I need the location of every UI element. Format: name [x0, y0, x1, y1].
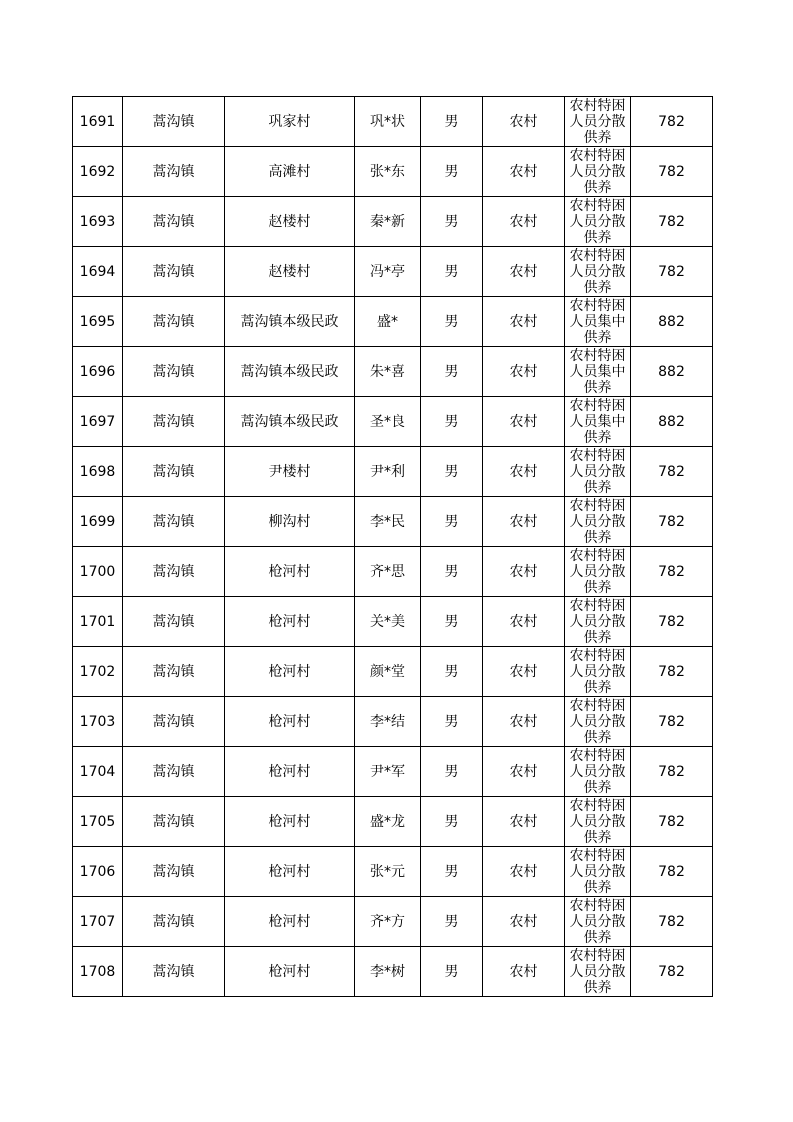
support-type-cell	[565, 647, 631, 697]
support-type-text: 农村特困人员分散供养	[569, 698, 626, 744]
row-number-cell: 1695	[73, 297, 123, 347]
amount-cell: 782	[631, 547, 713, 597]
row-number-cell: 1703	[73, 697, 123, 747]
village-cell: 蒿沟镇本级民政	[225, 397, 355, 447]
town-cell: 蒿沟镇	[123, 497, 225, 547]
person-name-cell: 冯*亭	[355, 247, 421, 297]
roster-table	[72, 96, 713, 997]
village-cell: 枪河村	[225, 847, 355, 897]
table-row	[73, 147, 713, 197]
person-name-cell: 巩*状	[355, 97, 421, 147]
person-name-cell: 齐*思	[355, 547, 421, 597]
gender-cell: 男	[421, 947, 483, 997]
amount-cell: 782	[631, 847, 713, 897]
support-type-text: 农村特困人员分散供养	[569, 98, 626, 144]
gender-cell: 男	[421, 797, 483, 847]
amount-cell: 782	[631, 747, 713, 797]
support-type-text: 农村特困人员分散供养	[569, 648, 626, 694]
amount-cell: 782	[631, 247, 713, 297]
village-cell: 巩家村	[225, 97, 355, 147]
area-type-cell: 农村	[483, 347, 565, 397]
area-type-cell: 农村	[483, 797, 565, 847]
village-cell: 枪河村	[225, 547, 355, 597]
row-number-cell: 1700	[73, 547, 123, 597]
gender-cell: 男	[421, 347, 483, 397]
row-number-cell: 1693	[73, 197, 123, 247]
person-name-cell: 尹*利	[355, 447, 421, 497]
amount-cell: 882	[631, 297, 713, 347]
support-type-cell	[565, 247, 631, 297]
town-cell: 蒿沟镇	[123, 447, 225, 497]
gender-cell: 男	[421, 847, 483, 897]
support-type-cell	[565, 297, 631, 347]
village-cell: 尹楼村	[225, 447, 355, 497]
town-cell: 蒿沟镇	[123, 747, 225, 797]
amount-cell: 782	[631, 947, 713, 997]
person-name-cell: 盛*	[355, 297, 421, 347]
row-number-cell: 1704	[73, 747, 123, 797]
row-number-cell: 1708	[73, 947, 123, 997]
amount-cell: 782	[631, 647, 713, 697]
gender-cell: 男	[421, 297, 483, 347]
area-type-cell: 农村	[483, 97, 565, 147]
person-name-cell: 齐*方	[355, 897, 421, 947]
support-type-cell	[565, 547, 631, 597]
support-type-text: 农村特困人员分散供养	[569, 248, 626, 294]
support-type-cell	[565, 847, 631, 897]
row-number-cell: 1699	[73, 497, 123, 547]
town-cell: 蒿沟镇	[123, 347, 225, 397]
gender-cell: 男	[421, 197, 483, 247]
support-type-cell	[565, 97, 631, 147]
support-type-cell	[565, 897, 631, 947]
support-type-text: 农村特困人员分散供养	[569, 898, 626, 944]
area-type-cell: 农村	[483, 197, 565, 247]
village-cell: 枪河村	[225, 947, 355, 997]
amount-cell: 882	[631, 397, 713, 447]
support-type-text: 农村特困人员分散供养	[569, 548, 626, 594]
table-row	[73, 447, 713, 497]
row-number-cell: 1706	[73, 847, 123, 897]
town-cell: 蒿沟镇	[123, 297, 225, 347]
table-row	[73, 547, 713, 597]
row-number-cell: 1701	[73, 597, 123, 647]
town-cell: 蒿沟镇	[123, 597, 225, 647]
amount-cell: 782	[631, 597, 713, 647]
village-cell: 蒿沟镇本级民政	[225, 347, 355, 397]
support-type-text: 农村特困人员集中供养	[569, 348, 626, 394]
area-type-cell: 农村	[483, 297, 565, 347]
amount-cell: 782	[631, 797, 713, 847]
table-row	[73, 497, 713, 547]
town-cell: 蒿沟镇	[123, 397, 225, 447]
support-type-cell	[565, 947, 631, 997]
village-cell: 枪河村	[225, 747, 355, 797]
town-cell: 蒿沟镇	[123, 847, 225, 897]
area-type-cell: 农村	[483, 497, 565, 547]
row-number-cell: 1691	[73, 97, 123, 147]
support-type-cell	[565, 397, 631, 447]
person-name-cell: 李*民	[355, 497, 421, 547]
amount-cell: 782	[631, 197, 713, 247]
table-row	[73, 597, 713, 647]
support-type-cell	[565, 697, 631, 747]
support-type-text: 农村特困人员分散供养	[569, 948, 626, 994]
person-name-cell: 盛*龙	[355, 797, 421, 847]
town-cell: 蒿沟镇	[123, 897, 225, 947]
gender-cell: 男	[421, 647, 483, 697]
person-name-cell: 张*东	[355, 147, 421, 197]
area-type-cell: 农村	[483, 897, 565, 947]
row-number-cell: 1705	[73, 797, 123, 847]
village-cell: 枪河村	[225, 647, 355, 697]
roster-body	[73, 97, 713, 997]
amount-cell: 782	[631, 497, 713, 547]
area-type-cell: 农村	[483, 147, 565, 197]
area-type-cell: 农村	[483, 397, 565, 447]
support-type-text: 农村特困人员分散供养	[569, 498, 626, 544]
table-row	[73, 647, 713, 697]
table-row	[73, 97, 713, 147]
town-cell: 蒿沟镇	[123, 97, 225, 147]
support-type-text: 农村特困人员分散供养	[569, 198, 626, 244]
gender-cell: 男	[421, 447, 483, 497]
village-cell: 枪河村	[225, 797, 355, 847]
village-cell: 柳沟村	[225, 497, 355, 547]
town-cell: 蒿沟镇	[123, 947, 225, 997]
row-number-cell: 1696	[73, 347, 123, 397]
town-cell: 蒿沟镇	[123, 797, 225, 847]
table-row	[73, 297, 713, 347]
person-name-cell: 张*元	[355, 847, 421, 897]
person-name-cell: 尹*军	[355, 747, 421, 797]
area-type-cell: 农村	[483, 647, 565, 697]
gender-cell: 男	[421, 397, 483, 447]
amount-cell: 782	[631, 897, 713, 947]
gender-cell: 男	[421, 747, 483, 797]
table-row	[73, 847, 713, 897]
row-number-cell: 1697	[73, 397, 123, 447]
amount-cell: 782	[631, 147, 713, 197]
village-cell: 枪河村	[225, 897, 355, 947]
gender-cell: 男	[421, 97, 483, 147]
person-name-cell: 关*美	[355, 597, 421, 647]
area-type-cell: 农村	[483, 747, 565, 797]
table-row	[73, 797, 713, 847]
area-type-cell: 农村	[483, 447, 565, 497]
area-type-cell: 农村	[483, 847, 565, 897]
support-type-cell	[565, 747, 631, 797]
support-type-text: 农村特困人员分散供养	[569, 798, 626, 844]
area-type-cell: 农村	[483, 697, 565, 747]
gender-cell: 男	[421, 597, 483, 647]
gender-cell: 男	[421, 497, 483, 547]
town-cell: 蒿沟镇	[123, 247, 225, 297]
area-type-cell: 农村	[483, 597, 565, 647]
town-cell: 蒿沟镇	[123, 197, 225, 247]
row-number-cell: 1698	[73, 447, 123, 497]
town-cell: 蒿沟镇	[123, 697, 225, 747]
support-type-text: 农村特困人员分散供养	[569, 848, 626, 894]
table-row	[73, 697, 713, 747]
support-type-text: 农村特困人员集中供养	[569, 398, 626, 444]
support-type-cell	[565, 447, 631, 497]
support-type-cell	[565, 197, 631, 247]
amount-cell: 882	[631, 347, 713, 397]
support-type-text: 农村特困人员分散供养	[569, 148, 626, 194]
table-row	[73, 247, 713, 297]
row-number-cell: 1702	[73, 647, 123, 697]
gender-cell: 男	[421, 247, 483, 297]
table-row	[73, 897, 713, 947]
person-name-cell: 颜*堂	[355, 647, 421, 697]
gender-cell: 男	[421, 547, 483, 597]
gender-cell: 男	[421, 147, 483, 197]
amount-cell: 782	[631, 447, 713, 497]
row-number-cell: 1692	[73, 147, 123, 197]
village-cell: 蒿沟镇本级民政	[225, 297, 355, 347]
amount-cell: 782	[631, 697, 713, 747]
village-cell: 枪河村	[225, 697, 355, 747]
table-row	[73, 947, 713, 997]
support-type-cell	[565, 497, 631, 547]
person-name-cell: 李*树	[355, 947, 421, 997]
support-type-cell	[565, 147, 631, 197]
support-type-text: 农村特困人员分散供养	[569, 748, 626, 794]
table-row	[73, 347, 713, 397]
table-row	[73, 747, 713, 797]
gender-cell: 男	[421, 697, 483, 747]
support-type-text: 农村特困人员分散供养	[569, 598, 626, 644]
town-cell: 蒿沟镇	[123, 147, 225, 197]
amount-cell: 782	[631, 97, 713, 147]
table-row	[73, 197, 713, 247]
row-number-cell: 1707	[73, 897, 123, 947]
table-row	[73, 397, 713, 447]
village-cell: 赵楼村	[225, 197, 355, 247]
person-name-cell: 李*结	[355, 697, 421, 747]
area-type-cell: 农村	[483, 547, 565, 597]
gender-cell: 男	[421, 897, 483, 947]
row-number-cell: 1694	[73, 247, 123, 297]
village-cell: 枪河村	[225, 597, 355, 647]
town-cell: 蒿沟镇	[123, 647, 225, 697]
support-type-text: 农村特困人员分散供养	[569, 448, 626, 494]
support-type-cell	[565, 597, 631, 647]
support-type-cell	[565, 347, 631, 397]
town-cell: 蒿沟镇	[123, 547, 225, 597]
person-name-cell: 秦*新	[355, 197, 421, 247]
support-type-text: 农村特困人员集中供养	[569, 298, 626, 344]
area-type-cell: 农村	[483, 947, 565, 997]
village-cell: 高滩村	[225, 147, 355, 197]
area-type-cell: 农村	[483, 247, 565, 297]
village-cell: 赵楼村	[225, 247, 355, 297]
person-name-cell: 朱*喜	[355, 347, 421, 397]
person-name-cell: 圣*良	[355, 397, 421, 447]
support-type-cell	[565, 797, 631, 847]
